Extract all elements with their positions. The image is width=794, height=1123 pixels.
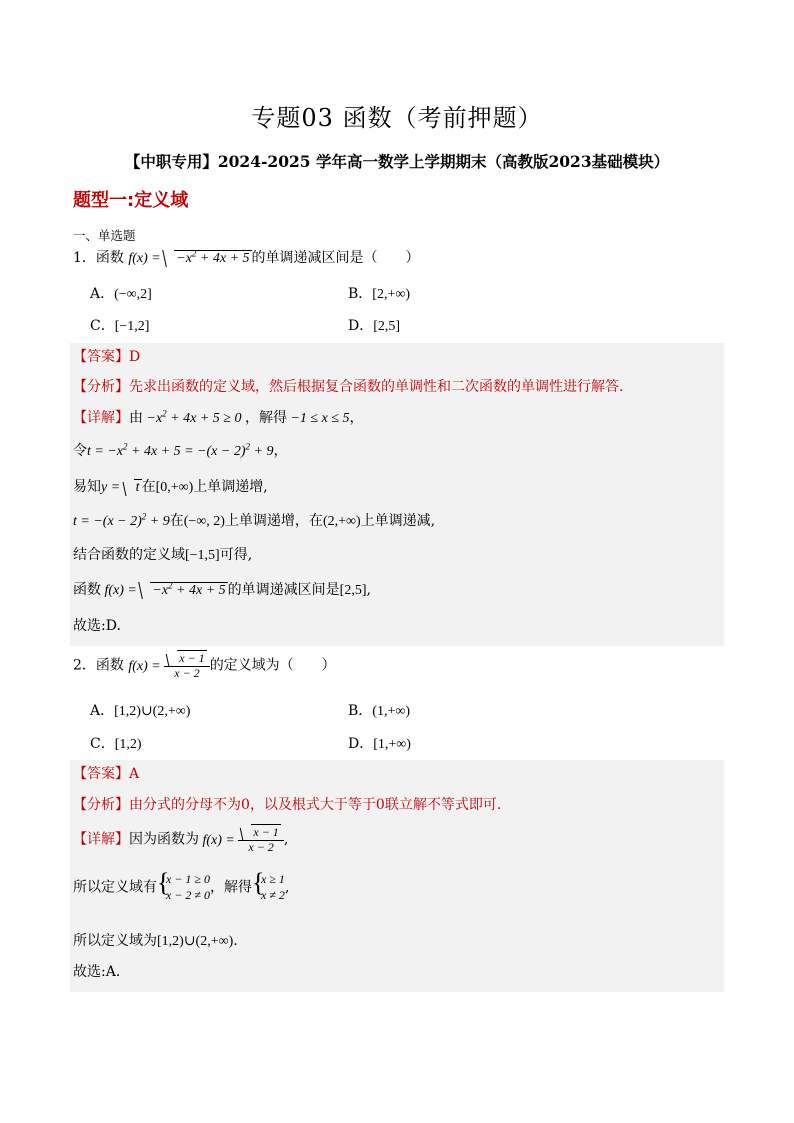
question-number: 2． — [73, 657, 96, 674]
question-2-stem: 2．函数 f(x) = $\frac{x - 1}{x - 2}$ 的定义域为（ ） — [73, 651, 336, 680]
option-a[interactable]: A．[1,2)∪(2,+∞) — [90, 703, 191, 719]
conclusion-line: 故选:D. — [73, 618, 121, 634]
option-a[interactable]: A．(−∞,2] — [90, 286, 152, 302]
detail-line-2: 令$t = -x^2 + 4x + 5 = -(x - 2)^2 + 9$， — [73, 441, 288, 459]
option-c[interactable]: C．[−1,2] — [90, 318, 150, 334]
question-1-stem: 1．函数 $f(x) = -x^2 + 4x + 5$ 的单调递减区间是（ ） — [73, 248, 420, 266]
analysis-line: 【分析】先求出函数的定义域，然后根据复合函数的单调性和二次函数的单调性进行解答. — [73, 379, 624, 395]
option-d[interactable]: D．[2,5] — [348, 318, 401, 334]
section-label: 一、单选题 — [73, 228, 136, 243]
type-heading: 题型一:定义域 — [73, 190, 189, 211]
question-number: 1． — [73, 250, 96, 266]
page-title: 专题03 函数（考前押题） — [251, 104, 543, 132]
page-subtitle: 【中职专用】2024-2025 学年高一数学上学期期末（高教版2023基础模块） — [124, 152, 670, 171]
answer-line: 【答案】A — [73, 766, 140, 782]
formula: $f(x) = -x^2 + 4x + 5$ — [128, 248, 250, 266]
detail-line-4: $t = -(x - 2)^2 + 9$在(−∞, 2)上单调递增，在(2,+∞)上单调递减, — [73, 511, 436, 529]
formula: f(x) = $\frac{x - 1}{x - 2}$ — [128, 659, 209, 674]
detail-line-1: 【详解】由 $-x^2 + 4x + 5 \ge 0$ ，解得 −1 ≤ x ≤ 5， — [73, 408, 364, 426]
detail-line-2: 所以定义域有 { x − 1 ≥ 0 x − 2 ≠ 0 ，解得 { x ≥ 1 x ≠ 2 , — [73, 868, 290, 902]
detail-line-3: 易知y = t 在[0,+∞)上单调递增, — [73, 479, 268, 495]
answer-line: 【答案】D — [73, 349, 141, 365]
analysis-line: 【分析】由分式的分母不为0，以及根式大于等于0联立解不等式即可. — [73, 797, 502, 813]
detail-line-5: 结合函数的定义域[−1,5]可得, — [73, 547, 253, 563]
option-b[interactable]: B．[2,+∞) — [348, 286, 410, 302]
detail-line-3: 所以定义域为[1,2)∪(2,+∞). — [73, 933, 238, 949]
conclusion-line: 故选:A. — [73, 964, 121, 980]
answer-block-2 — [70, 760, 724, 992]
option-b[interactable]: B．(1,+∞) — [348, 703, 410, 719]
option-c[interactable]: C．[1,2) — [90, 736, 142, 752]
option-d[interactable]: D．[1,+∞) — [348, 736, 411, 752]
answer-block-1 — [70, 343, 724, 646]
detail-line-1: 【详解】因为函数为 f(x) = $\frac{x - 1}{x - 2}$ , — [73, 825, 289, 854]
detail-line-6: 函数 $f(x) = -x^2 + 4x + 5$ 的单调递减区间是[2,5], — [73, 580, 371, 598]
